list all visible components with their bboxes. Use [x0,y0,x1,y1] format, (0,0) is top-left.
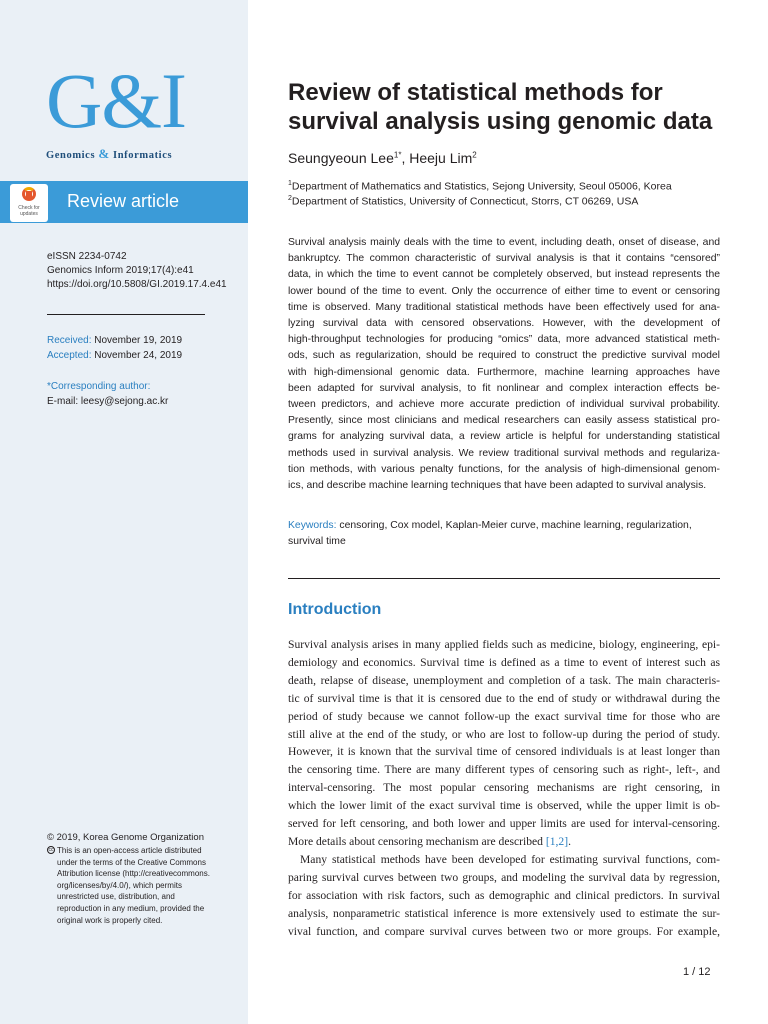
body-line: served for left censoring, and both lower and upper limits are used for interval-censoring. [288,817,720,831]
body-text [288,636,720,940]
keywords-label: Keywords: [288,520,337,531]
abstract-line: Survival analysis mainly deals with the time to event, including death, onset of disease, and [288,237,720,248]
body-line: Survival analysis arises in many applied fields such as medicine, biology, engineering, epi- [288,638,720,651]
body-line: tic of survival time is that it is censored due to the end of study or withdrawal during the [288,691,720,705]
doi-link[interactable]: https://doi.org/10.5808/GI.2019.17.4.e41 [47,279,227,290]
issn: eISSN 2234-0742 [47,251,127,262]
abstract-line: grams for analyzing survival data, a review article is helpful for understanding statistical [288,431,720,443]
creative-commons-icon: cc [48,847,54,853]
license-line: unrestricted use, distribution, and [57,892,175,902]
body-line: period of study because we cannot follow-up the exact survival time for those who are [288,709,720,723]
license-text [47,845,212,926]
corresponding-label-text: *Corresponding author: [47,381,151,392]
body-line: paring survival curves between two groups, and modeling the survival data by regression, [288,870,720,884]
section-heading-introduction: Introduction [288,601,382,618]
abstract-line: high-throughput technologies for producing “omics” data, more advanced statistical meth- [288,334,720,346]
page-number: 1 / 12 [683,966,711,978]
author-name: Seungyeoun Lee [288,150,394,166]
body-line: demiology and economics. Survival time is defined as a time to event of interest such as [288,655,720,669]
affiliation-superscript: 1 [288,180,292,187]
license-line: under the terms of the Creative Commons [57,857,206,867]
affiliation-superscript: 2 [288,195,292,202]
keywords-text: censoring, Cox model, Kaplan-Meier curve, machine learning, regularization, [339,520,692,531]
logo-sub-amp: & [98,146,110,161]
author-superscript: 1* [393,150,402,160]
abstract-line: methods used in survival analysis. We review traditional survival methods and regulariza- [288,447,720,459]
article-title [288,78,728,136]
abstract-line: time is observed. Many traditional statistical methods have been effectively used for ana- [288,301,720,313]
license-line: org/licenses/by/4.0/), which permits [57,880,182,890]
body-line: still alive at the end of the study, or who are lost to follow-up during the period of study. [288,727,720,741]
logo-subtitle [46,146,226,162]
author-separator: , [401,150,410,166]
accepted-date: November 24, 2019 [94,350,183,361]
article-type-label: Review article [67,191,180,211]
body-line [288,833,720,851]
license-line: This is an open-access article distributed [57,846,202,855]
author-list [288,150,477,166]
accepted-line [47,349,182,363]
keywords-line [288,518,720,534]
license-block [47,831,212,926]
affiliation [288,180,672,193]
corresponding-email[interactable]: E-mail: leesy@sejong.ac.kr [47,396,169,407]
author-superscript: 2 [472,150,477,160]
license-line: original work is properly cited. [57,915,163,925]
abstract-line: ics, and describe machine learning techniques that have been adapted to survival analysis. [288,480,707,492]
body-line: analysis, nonparametric statistical inference is more extensively used to estimate the sur- [288,906,720,920]
received-label: Received: [47,335,92,346]
body-line: for association with risk factors, such as demographic and clinical predictors. In survival [288,888,720,902]
affiliation [288,195,638,208]
bookmark-icon [26,191,32,198]
check-for-updates-badge[interactable] [10,184,48,222]
body-line: which the lower limit of the exact survival time is observed, while the upper limit is ob- [288,799,720,813]
abstract-line: Presently, since most clinicians and medical researchers can easily assess statistical pro- [288,415,720,427]
copyright-line: © 2019, Korea Genome Organization [47,832,204,843]
check-badge-label: Check for updates [18,205,40,217]
body-line: vival function, and compare survival curves between two or more groups. For example, [288,924,720,938]
abstract-line: tween predictors, and achieve more accurate prediction of individual survival probability. [288,399,720,411]
affiliation-text: Department of Mathematics and Statistics, Sejong University, Seoul 05006, Korea [291,180,672,193]
sidebar-divider [47,314,205,315]
body-text-span: . [568,834,571,848]
corresponding-label [47,380,150,394]
received-date: November 19, 2019 [94,335,183,346]
title-line: Review of statistical methods for [288,79,663,106]
sidebar [0,0,248,1024]
abstract-line: been adapted for survival analysis, to fit nonlinear and complex interaction effects be- [288,382,720,394]
author-name: Heeju Lim [409,150,473,166]
abstract-line: ods, such as regularization, should be required to construct the predictive survival model [288,350,720,362]
body-line: death, relapse of disease, unemployment and completion of a task. The main characteris- [288,673,720,687]
section-divider [288,578,720,579]
abstract [288,235,720,494]
abstract-line: bankruptcy. The common characteristic of survival analysis is that it contains “censored” [288,253,720,265]
logo-sub-informatics: Informatics [113,150,173,161]
accepted-label: Accepted: [47,350,92,361]
received-line [47,334,182,348]
abstract-line: lower bound of the time to event. Only the occurrence of either time to event or censoring [288,285,720,297]
reference-link[interactable]: [1,2] [545,834,569,848]
logo-sub-genomics: Genomics [46,150,96,161]
body-line: Many statistical methods have been developed for estimating survival functions, com- [300,852,720,866]
body-line: However, it is known that the survival time of censored individuals is at least longer than [288,745,720,759]
body-line: interval-censoring. The most popular censoring mechanisms are right censoring, in [288,781,720,795]
abstract-line: tion methods, with various penalty functions, for the analysis of high-dimensional genom- [288,463,720,475]
journal-logo [46,57,226,162]
keywords [288,518,720,550]
abstract-line: data, in which the time to event cannot be completely observed, but instead represents the [288,269,720,281]
abstract-line: lyzing survival data with censored observations. However, with the development of [288,318,720,330]
title-line: survival analysis using genomic data [288,108,713,135]
keywords-line: survival time [288,536,346,548]
license-line: reproduction in any medium, provided the [57,903,205,913]
license-line: Attribution license (http://creativecommons. [57,869,210,879]
logo-main-text: G&I [46,57,186,144]
affiliation-text: Department of Statistics, University of Connecticut, Storrs, CT 06269, USA [291,195,639,208]
body-line: the censoring time. There are many different types of censoring such as right-, left-, and [288,763,720,777]
abstract-line: with high-dimensional genomic data. Furthermore, machine learning approaches have [288,366,720,378]
body-text-span: More details about censoring mechanism are described [288,834,546,848]
citation: Genomics Inform 2019;17(4):e41 [47,265,194,276]
